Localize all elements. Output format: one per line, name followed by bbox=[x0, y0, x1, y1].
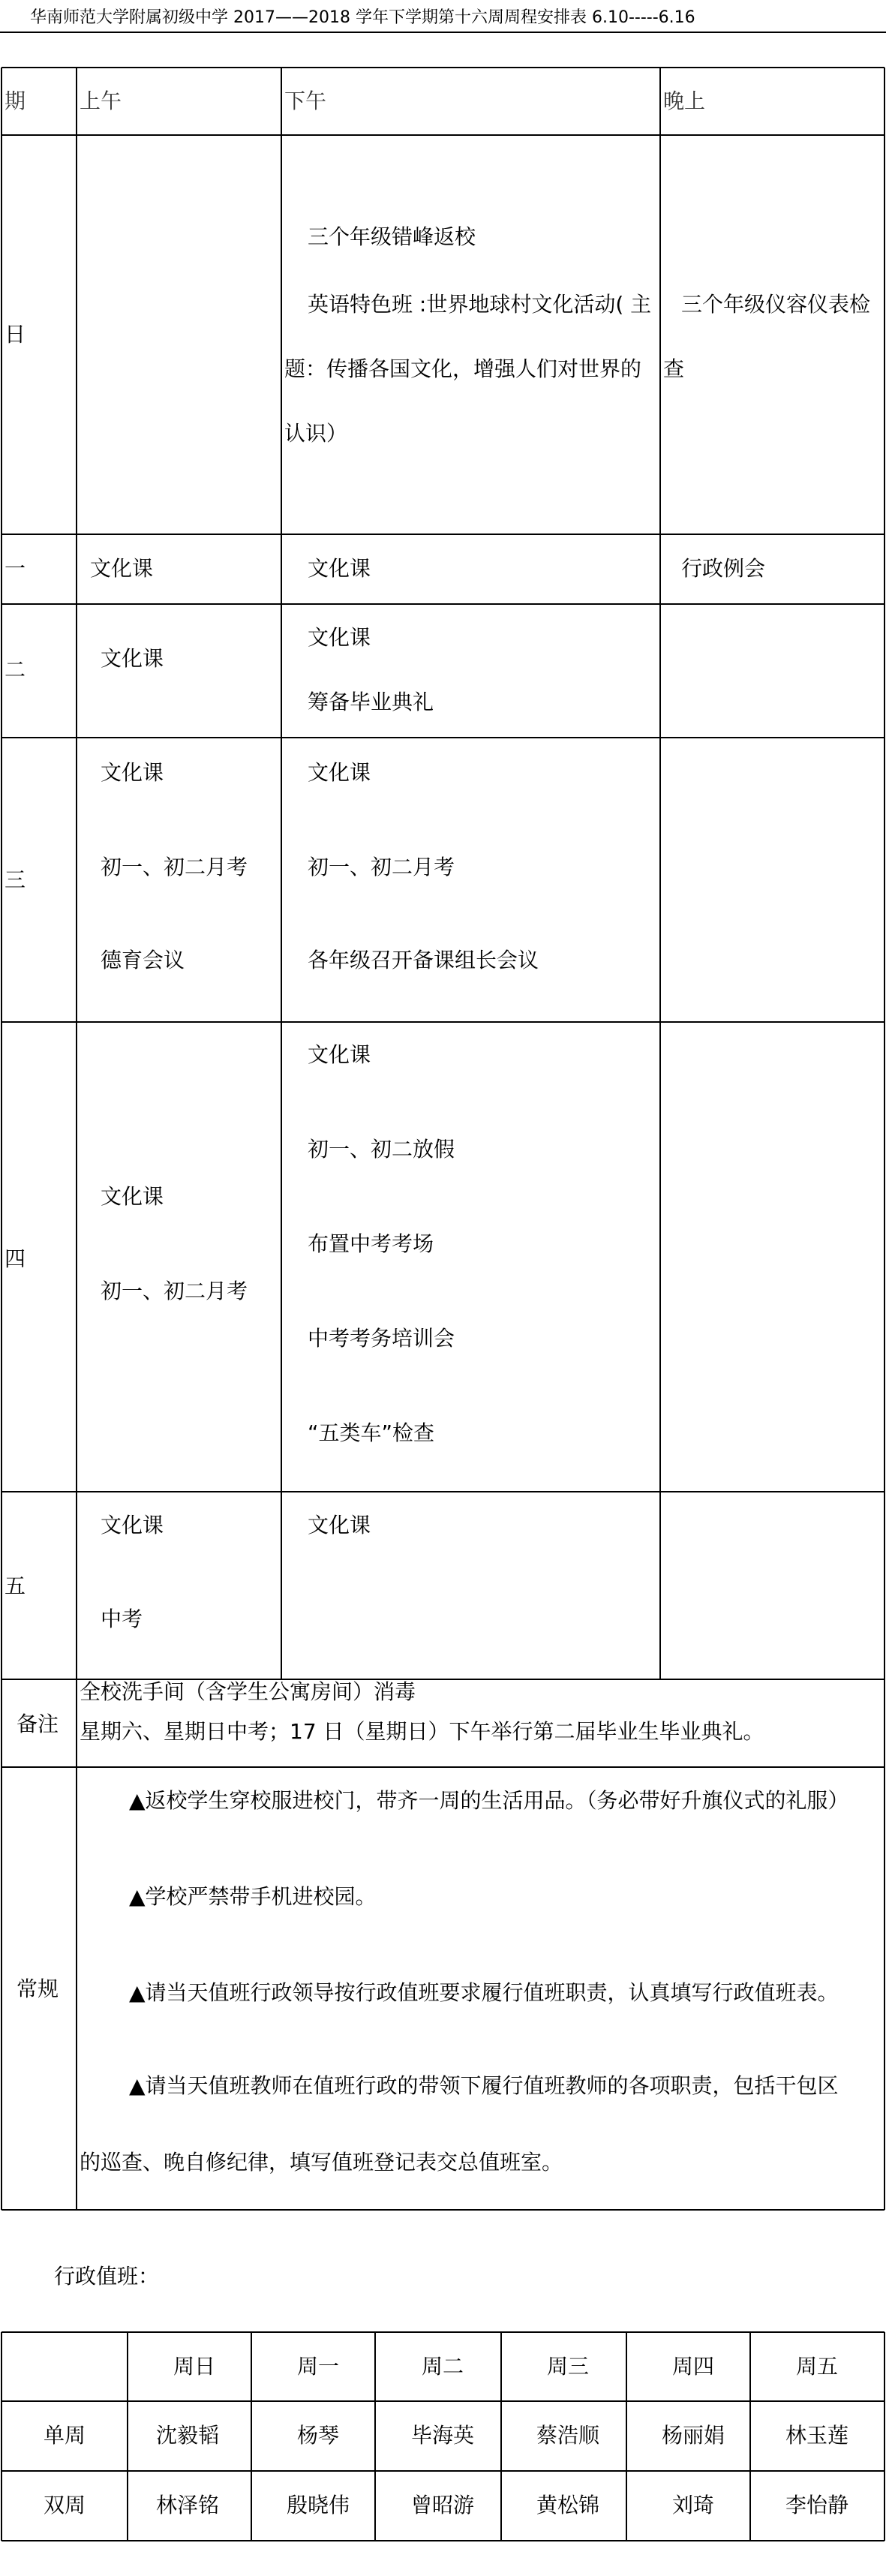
duty-day-monday: 周一 bbox=[297, 2354, 340, 2379]
duty-day-sunday: 周日 bbox=[173, 2354, 216, 2379]
col-header-day: 期 bbox=[5, 89, 26, 113]
sunday-eve-line-2: 查 bbox=[663, 356, 685, 381]
duty-name: 曾昭游 bbox=[411, 2493, 475, 2517]
duty-row-label-odd: 单周 bbox=[44, 2423, 86, 2448]
day-label-monday: 一 bbox=[5, 556, 26, 581]
thursday-am-line-2: 初一、初二月考 bbox=[101, 1279, 248, 1303]
wednesday-am-line-2: 初一、初二月考 bbox=[101, 855, 248, 879]
sunday-eve-line-1: 三个年级仪容仪表检 bbox=[681, 292, 871, 317]
duty-title: 行政值班： bbox=[54, 2264, 160, 2289]
wednesday-am-line-3: 德育会议 bbox=[101, 948, 185, 972]
monday-am-line-1: 文化课 bbox=[90, 556, 154, 581]
duty-name: 杨丽娟 bbox=[662, 2423, 725, 2448]
duty-name: 黄松锦 bbox=[536, 2493, 600, 2517]
sunday-pm-line-2: 英语特色班 :世界地球村文化活动( 主 bbox=[308, 292, 652, 317]
wednesday-am-line-1: 文化课 bbox=[101, 760, 164, 785]
page-header bbox=[0, 0, 886, 33]
friday-am-line-1: 文化课 bbox=[101, 1513, 164, 1537]
duty-day-thursday: 周四 bbox=[672, 2354, 715, 2379]
wednesday-pm-line-3: 各年级召开备课组长会议 bbox=[308, 948, 539, 972]
thursday-pm-line-5: “五类车”检查 bbox=[308, 1420, 435, 1445]
thursday-pm-line-4: 中考考务培训会 bbox=[308, 1326, 455, 1351]
duty-name: 殷晓伟 bbox=[287, 2493, 350, 2517]
sunday-pm-line-1: 三个年级错峰返校 bbox=[308, 224, 476, 249]
duty-day-tuesday: 周二 bbox=[422, 2354, 464, 2379]
duty-name: 林玉莲 bbox=[785, 2423, 849, 2448]
friday-pm-line-1: 文化课 bbox=[308, 1513, 371, 1537]
col-header-afternoon: 下午 bbox=[284, 89, 327, 113]
duty-row-label-even: 双周 bbox=[44, 2493, 86, 2517]
thursday-pm-line-3: 布置中考考场 bbox=[308, 1231, 434, 1256]
tuesday-pm-line-2: 筹备毕业典礼 bbox=[308, 690, 434, 714]
notes-label: 备注 bbox=[17, 1712, 59, 1736]
routine-line-2: ▲学校严禁带手机进校园。 bbox=[129, 1884, 377, 1909]
duty-name: 毕海英 bbox=[411, 2423, 475, 2448]
notes-line-1: 全校洗手间（含学生公寓房间）消毒 bbox=[80, 1679, 416, 1704]
duty-day-wednesday: 周三 bbox=[547, 2354, 590, 2379]
duty-name: 刘琦 bbox=[672, 2493, 715, 2517]
routine-line-5: 的巡查、晚自修纪律，填写值班登记表交总值班室。 bbox=[80, 2150, 563, 2175]
duty-name: 林泽铭 bbox=[156, 2493, 220, 2517]
day-label-wednesday: 三 bbox=[5, 867, 26, 892]
thursday-pm-line-1: 文化课 bbox=[308, 1042, 371, 1067]
routine-line-3: ▲请当天值班行政领导按行政值班要求履行值班职责，认真填写行政值班表。 bbox=[129, 1980, 839, 2005]
day-label-sunday: 日 bbox=[5, 322, 26, 347]
duty-name: 李怡静 bbox=[785, 2493, 849, 2517]
friday-am-line-2: 中考 bbox=[101, 1607, 143, 1631]
duty-name: 蔡浩顺 bbox=[536, 2423, 600, 2448]
routine-label: 常规 bbox=[17, 1976, 59, 2001]
notes-line-2: 星期六、星期日中考；17 日（星期日）下午举行第二届毕业生毕业典礼。 bbox=[80, 1719, 764, 1744]
page-title: 华南师范大学附属初级中学 2017——2018 学年下学期第十六周周程安排表 6.10-----6.16 bbox=[30, 8, 695, 27]
day-label-tuesday: 二 bbox=[5, 657, 26, 682]
sunday-pm-line-3: 题：传播各国文化，增强人们对世界的 bbox=[284, 356, 642, 381]
monday-eve-line-1: 行政例会 bbox=[681, 556, 766, 581]
thursday-pm-line-2: 初一、初二放假 bbox=[308, 1137, 455, 1162]
tuesday-am-line-1: 文化课 bbox=[101, 646, 164, 671]
wednesday-pm-line-2: 初一、初二月考 bbox=[308, 855, 455, 879]
routine-line-4: ▲请当天值班教师在值班行政的带领下履行值班教师的各项职责，包括干包区 bbox=[129, 2073, 839, 2098]
tuesday-pm-line-1: 文化课 bbox=[308, 625, 371, 650]
monday-pm-line-1: 文化课 bbox=[308, 556, 371, 581]
duty-name: 杨琴 bbox=[297, 2423, 340, 2448]
routine-line-1: ▲返校学生穿校服进校门，带齐一周的生活用品。（务必带好升旗仪式的礼服） bbox=[129, 1788, 849, 1813]
wednesday-pm-line-1: 文化课 bbox=[308, 760, 371, 785]
duty-day-friday: 周五 bbox=[796, 2354, 839, 2379]
day-label-thursday: 四 bbox=[5, 1246, 26, 1271]
thursday-am-line-1: 文化课 bbox=[101, 1184, 164, 1209]
sunday-pm-line-4: 认识） bbox=[284, 421, 348, 446]
col-header-evening: 晚上 bbox=[663, 89, 706, 113]
day-label-friday: 五 bbox=[5, 1574, 26, 1598]
duty-name: 沈毅韬 bbox=[156, 2423, 220, 2448]
col-header-morning: 上午 bbox=[80, 89, 122, 113]
